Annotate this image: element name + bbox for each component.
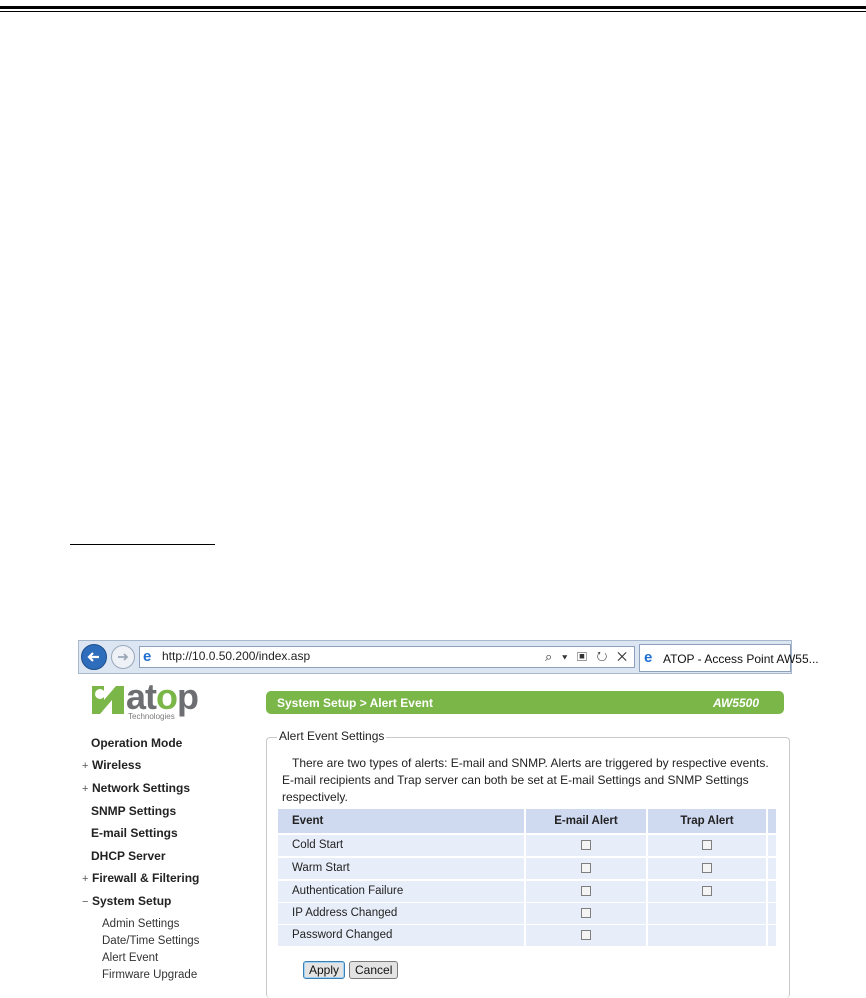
email-alert-cell (526, 925, 646, 946)
column-separator (766, 925, 768, 946)
forward-arrow-icon (117, 651, 129, 663)
collapse-icon: − (82, 896, 89, 908)
expand-icon: + (82, 873, 89, 885)
trap-alert-checkbox[interactable] (702, 863, 712, 873)
expand-icon: + (82, 760, 89, 772)
sidebar-item-label: E-mail Settings (91, 826, 178, 840)
sidebar-item-dhcp-server[interactable] (91, 849, 165, 863)
sidebar-item-label: SNMP Settings (91, 804, 177, 818)
expand-icon: + (82, 783, 89, 795)
logo-letter: o (156, 676, 178, 717)
column-separator (524, 903, 526, 924)
sidebar-subitem-date-time-settings[interactable]: Date/Time Settings (102, 935, 200, 947)
column-separator (646, 809, 648, 833)
column-separator (646, 835, 648, 856)
sidebar-subitem-alert-event[interactable]: Alert Event (102, 952, 159, 964)
page-header-bar (266, 691, 784, 714)
column-separator (524, 858, 526, 879)
description-body: There are two types of alerts: E-mail and SNMP. Alerts are triggered by respective events. E-mail recipients and Trap server can both be set at E-mail Settings and SNMP Settings respectively. (282, 756, 769, 804)
column-separator (524, 881, 526, 902)
email-alert-checkbox[interactable] (581, 908, 591, 918)
column-header-trap-alert: Trap Alert (680, 815, 734, 827)
description-text (282, 755, 770, 806)
column-separator (766, 835, 768, 856)
column-separator (646, 903, 648, 924)
model-name: AW5500 (712, 696, 759, 710)
email-alert-checkbox[interactable] (581, 886, 591, 896)
sidebar-item-system-setup[interactable] (82, 894, 171, 908)
column-separator (766, 903, 768, 924)
table-row (278, 881, 776, 902)
back-arrow-icon (87, 650, 101, 664)
logo-subtitle: Technologies (128, 712, 175, 721)
sidebar-item-email-settings[interactable] (91, 826, 178, 840)
sidebar-item-label: DHCP Server (91, 849, 166, 863)
email-alert-checkbox[interactable] (581, 930, 591, 940)
sidebar-item-firewall-filtering[interactable] (82, 871, 199, 885)
event-name: Password Changed (292, 929, 393, 941)
sidebar-item-wireless[interactable] (82, 758, 141, 772)
column-header-event: Event (292, 815, 324, 827)
tab-title: ATOP - Access Point AW55... (663, 652, 819, 666)
trap-alert-checkbox[interactable] (702, 886, 712, 896)
sidebar-item-label: Network Settings (92, 781, 191, 795)
trap-alert-cell (648, 925, 766, 946)
column-header-email-alert: E-mail Alert (554, 815, 618, 827)
back-button[interactable] (81, 644, 107, 670)
column-separator (766, 858, 768, 879)
fieldset-legend: Alert Event Settings (279, 729, 385, 743)
separator-line (70, 544, 215, 545)
trap-alert-cell (648, 903, 766, 924)
column-separator (524, 809, 526, 833)
trap-alert-cell (648, 835, 766, 856)
email-alert-cell (526, 903, 646, 924)
sidebar-item-label: System Setup (92, 894, 172, 908)
address-bar[interactable] (139, 646, 635, 668)
sidebar-subitem-admin-settings[interactable]: Admin Settings (102, 918, 180, 930)
column-separator (524, 835, 526, 856)
address-tools-icons[interactable]: ⌕ ▾ ▣ ↻ ✕ (545, 649, 630, 664)
sidebar-item-snmp-settings[interactable] (91, 804, 176, 818)
event-name: Authentication Failure (292, 885, 404, 897)
column-separator (646, 858, 648, 879)
event-name: Warm Start (292, 862, 350, 874)
column-separator (646, 925, 648, 946)
cancel-button[interactable]: Cancel (349, 961, 398, 979)
email-alert-checkbox[interactable] (581, 863, 591, 873)
browser-toolbar (78, 640, 819, 674)
trap-alert-checkbox[interactable] (702, 840, 712, 850)
event-name: IP Address Changed (292, 907, 398, 919)
atop-logo (90, 676, 210, 722)
column-separator (766, 881, 768, 902)
logo-letter: t (145, 676, 157, 717)
sidebar-item-network-settings[interactable] (82, 781, 190, 795)
sidebar-item-operation-mode[interactable] (91, 736, 182, 750)
apply-button[interactable]: Apply (303, 961, 345, 979)
tab-ie-icon: e (644, 649, 653, 666)
breadcrumb: System Setup > Alert Event (277, 696, 433, 710)
sidebar-item-label: Wireless (92, 758, 142, 772)
sidebar-item-label: Operation Mode (91, 736, 183, 750)
table-row (278, 858, 776, 879)
trap-alert-cell (648, 858, 766, 879)
table-row (278, 835, 776, 856)
column-separator (766, 809, 768, 833)
column-separator (524, 925, 526, 946)
table-row (278, 903, 776, 924)
email-alert-cell (526, 881, 646, 902)
top-rule-thin (0, 11, 866, 12)
email-alert-cell (526, 858, 646, 879)
address-url: http://10.0.50.200/index.asp (162, 649, 311, 663)
email-alert-checkbox[interactable] (581, 840, 591, 850)
table-row (278, 925, 776, 946)
top-rule (0, 6, 866, 9)
ie-page-icon: e (143, 648, 152, 665)
forward-button[interactable] (111, 645, 135, 669)
trap-alert-cell (648, 881, 766, 902)
sidebar-subitem-firmware-upgrade[interactable]: Firmware Upgrade (102, 969, 198, 981)
sidebar-item-label: Firewall & Filtering (92, 871, 200, 885)
logo-mark-icon (90, 682, 126, 718)
email-alert-cell (526, 835, 646, 856)
browser-tab[interactable] (639, 644, 819, 672)
table-header-row (278, 809, 776, 833)
column-separator (646, 881, 648, 902)
logo-letter: a (126, 676, 146, 717)
logo-letter: p (177, 676, 199, 717)
event-name: Cold Start (292, 839, 344, 851)
